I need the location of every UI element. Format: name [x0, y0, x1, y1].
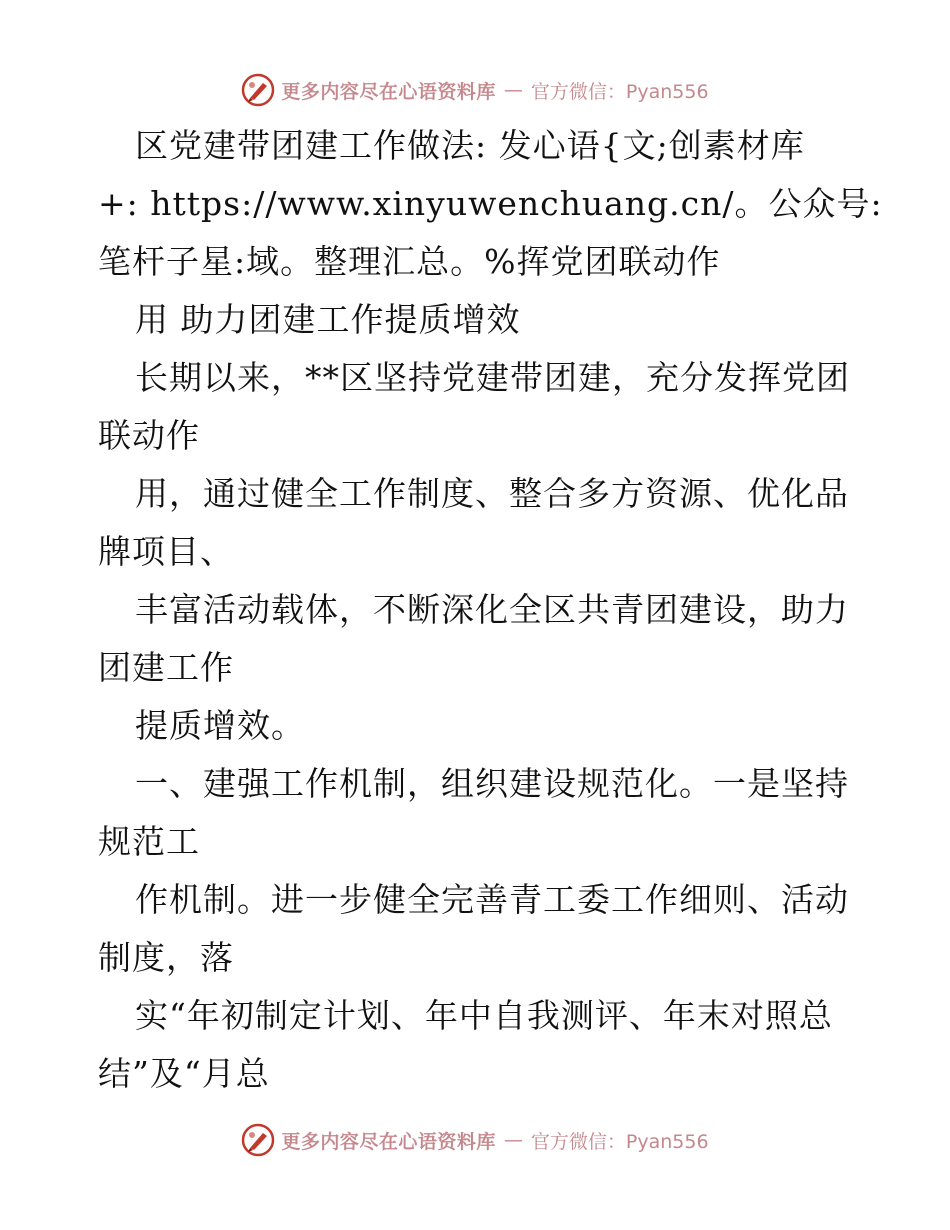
- body-line: 规范工: [98, 822, 200, 861]
- body-line: 提质增效。: [135, 706, 305, 745]
- body-line: 实“年初制定计划、年中自我测评、年末对照总: [135, 996, 833, 1035]
- body-line: +: https://www.xinyuwenchuang.cn/。公众号:: [98, 184, 883, 223]
- footer-banner-separator: —: [503, 1129, 523, 1151]
- footer-banner-suffix: 官方微信：Pyan556: [530, 1130, 709, 1153]
- body-line: 牌项目、: [98, 532, 234, 571]
- body-line: 团建工作: [98, 648, 234, 687]
- body-line: 结”及“月总: [98, 1054, 270, 1093]
- body-line: 长期以来，**区坚持党建带团建，充分发挥党团: [135, 358, 850, 397]
- body-line: 笔杆子星:域。整理汇总。%挥党团联动作: [98, 242, 721, 281]
- header-banner-separator: —: [503, 79, 523, 101]
- body-line: 制度，落: [98, 938, 234, 977]
- body-line: 用 助力团建工作提质增效: [135, 300, 521, 339]
- footer-watermark-banner: [0, 1120, 950, 1160]
- body-line: 丰富活动载体，不断深化全区共青团建设，助力: [135, 590, 849, 629]
- header-watermark-banner: [0, 70, 950, 110]
- pen-logo-icon: [241, 1123, 275, 1157]
- body-line: 作机制。进一步健全完善青工委工作细则、活动: [135, 880, 849, 919]
- body-line: 联动作: [98, 416, 200, 455]
- pen-logo-icon: [241, 73, 275, 107]
- footer-banner-text: 更多内容尽在心语资料库: [281, 1130, 496, 1153]
- body-line: 区党建带团建工作做法: 发心语{文;创素材库: [135, 126, 805, 165]
- document-body: [98, 117, 883, 1103]
- body-line: 用，通过健全工作制度、整合多方资源、优化品: [135, 474, 849, 513]
- body-line: 一、建强工作机制，组织建设规范化。一是坚持: [135, 764, 849, 803]
- header-banner-suffix: 官方微信：Pyan556: [530, 80, 709, 103]
- header-banner-text: 更多内容尽在心语资料库: [281, 80, 496, 103]
